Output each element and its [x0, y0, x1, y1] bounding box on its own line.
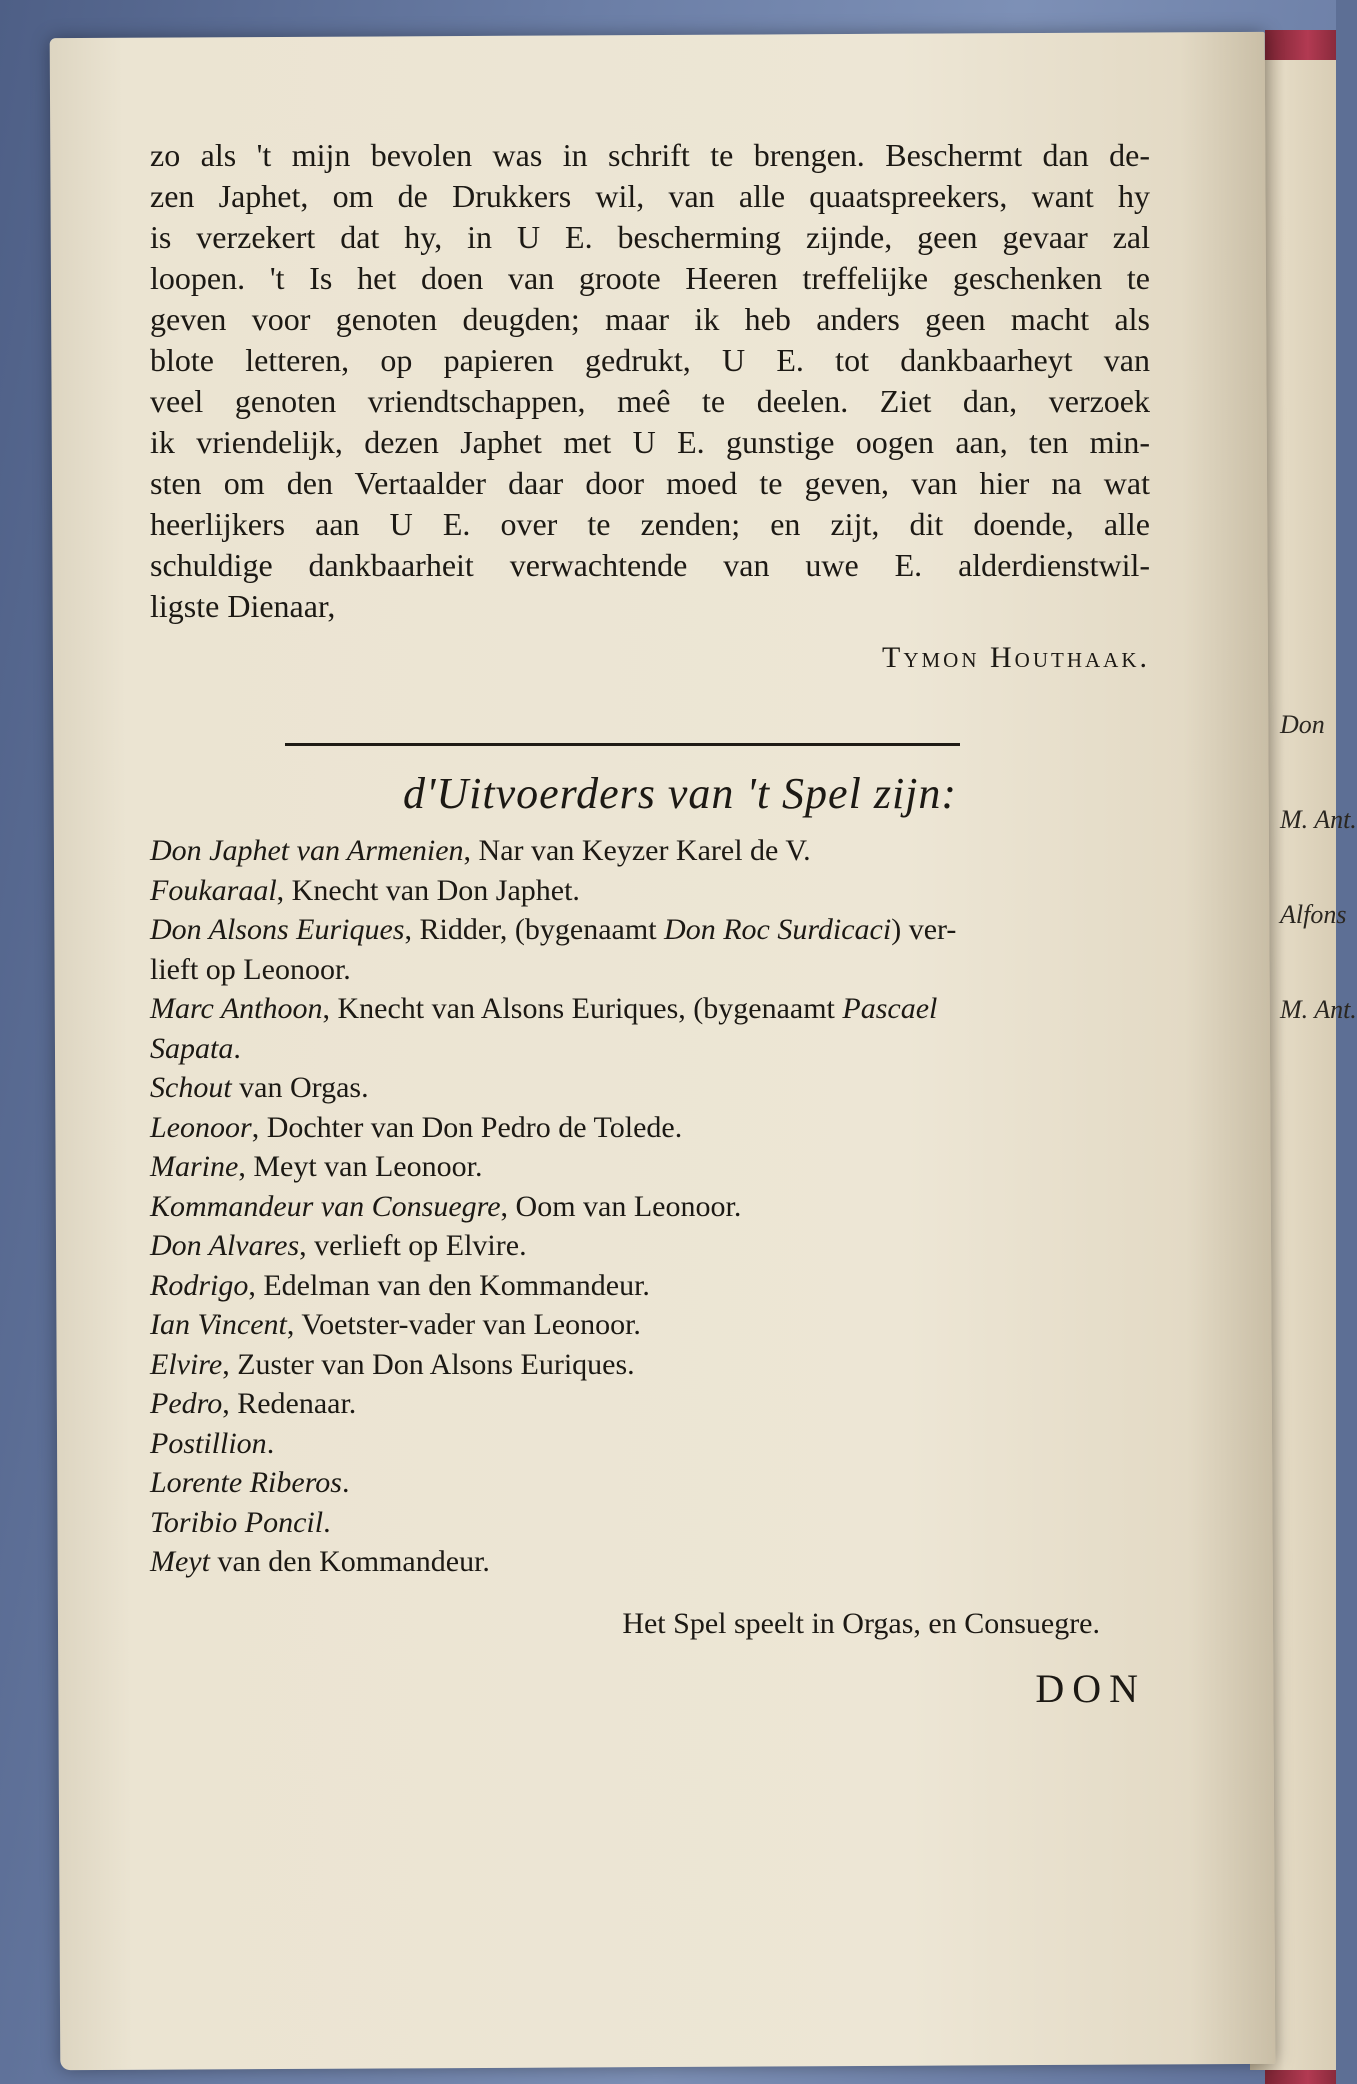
- facing-page-fragment: M. Ant.: [1280, 805, 1357, 834]
- role-description: , Knecht van Don Japhet.: [276, 873, 580, 907]
- dedication-letter: [150, 135, 1150, 627]
- cast-row: [150, 950, 1150, 990]
- facing-page-fragment: M. Ant.: [1280, 995, 1357, 1024]
- role-description: , Ridder, (bygenaamt: [404, 913, 665, 946]
- cast-row: [150, 1503, 1150, 1543]
- cast-row: [150, 1029, 1150, 1069]
- cast-row: [150, 1542, 1150, 1582]
- role-name: Don Alvares: [150, 1229, 300, 1262]
- role-name: Elvire: [150, 1347, 223, 1381]
- signature: Tymon Houthaak.: [882, 641, 1150, 674]
- role-description: van den Kommandeur.: [209, 1545, 490, 1578]
- role-name: Toribio Poncil: [150, 1505, 324, 1539]
- cast-row: [150, 1108, 1150, 1148]
- play-setting: Het Spel speelt in Orgas, en Consuegre.: [622, 1606, 1100, 1640]
- role-name: Foukaraal: [150, 873, 277, 907]
- cast-list: [150, 831, 1150, 1582]
- role-description: .: [266, 1426, 275, 1460]
- cast-row: [150, 1424, 1150, 1464]
- section-divider: [285, 743, 960, 746]
- letter-line: ligste Dienaar,: [150, 588, 336, 624]
- role-name: Marine: [150, 1150, 239, 1183]
- role-name: Schout: [150, 1071, 232, 1104]
- cast-row: [150, 1305, 1150, 1345]
- letter-line: ik vriendelijk, dezen Japhet met U E. gunstige oogen aan, ten min-: [150, 424, 1150, 460]
- letter-line: blote letteren, op papieren gedrukt, U E. tot dankbaarheyt van: [150, 342, 1150, 378]
- letter-line: geven voor genoten deugden; maar ik heb anders geen macht als: [150, 301, 1150, 337]
- role-description: , Voetster-vader van Leonoor.: [286, 1308, 641, 1341]
- page-content: [150, 135, 1150, 1712]
- role-name: Marc Anthoon: [150, 992, 323, 1025]
- role-name: Pascael: [842, 992, 938, 1025]
- role-description: ) ver-: [891, 913, 957, 946]
- cast-row: [150, 1266, 1150, 1306]
- role-description: , verlieft op Elvire.: [299, 1229, 527, 1262]
- role-name: Lorente Riberos: [150, 1466, 342, 1499]
- cast-row: [150, 1345, 1150, 1385]
- role-name: Kommandeur van Consuegre: [150, 1189, 501, 1223]
- role-description: , Zuster van Don Alsons Euriques.: [222, 1347, 635, 1381]
- role-description: .: [323, 1505, 331, 1539]
- role-description: .: [341, 1466, 350, 1499]
- letter-line: heerlijkers aan U E. over te zenden; en zijt, dit doende, alle: [150, 506, 1150, 542]
- role-name: Don Roc Surdicaci: [664, 913, 892, 946]
- role-description: , Edelman van den Kommandeur.: [248, 1268, 650, 1302]
- role-name: Meyt: [150, 1545, 210, 1578]
- role-name: Ian Vincent: [150, 1308, 287, 1341]
- cast-row: [150, 1187, 1150, 1227]
- cast-row: [150, 1226, 1150, 1266]
- role-name: Sapata: [150, 1031, 234, 1065]
- letter-line: veel genoten vriendtschappen, meê te deelen. Ziet dan, verzoek: [150, 383, 1150, 419]
- letter-line: sten om den Vertaalder daar door moed te geven, van hier na wat: [150, 465, 1150, 501]
- role-name: Rodrigo: [150, 1268, 249, 1302]
- facing-page-fragment: Don: [1280, 710, 1325, 739]
- cast-row: [150, 871, 1150, 911]
- role-description: , Meyt van Leonoor.: [238, 1150, 483, 1183]
- role-name: Don Alsons Euriques: [150, 913, 405, 946]
- cast-row: [150, 831, 1150, 871]
- role-name: Postillion: [150, 1426, 267, 1460]
- role-description: van Orgas.: [231, 1071, 369, 1104]
- role-description: , Knecht van Alsons Euriques, (bygenaamt: [322, 992, 843, 1025]
- role-name: Leonoor: [150, 1110, 252, 1144]
- role-name: Don Japhet van Armenien: [150, 834, 464, 867]
- role-description: .: [233, 1031, 241, 1065]
- cast-row: [150, 1068, 1150, 1108]
- role-description: , Dochter van Don Pedro de Tolede.: [251, 1110, 683, 1144]
- role-description: , Redenaar.: [222, 1387, 357, 1420]
- letter-line: schuldige dankbaarheit verwachtende van uwe E. alderdienstwil-: [150, 547, 1150, 583]
- role-description: , Oom van Leonoor.: [500, 1189, 742, 1223]
- cast-row: [150, 989, 1150, 1029]
- cast-heading: d'Uitvoerders van 't Spel zijn:: [402, 769, 958, 818]
- role-description: , Nar van Keyzer Karel de V.: [463, 834, 811, 867]
- facing-page-fragment: Alfons: [1280, 900, 1347, 929]
- cast-row: [150, 1147, 1150, 1187]
- role-name: Pedro: [150, 1387, 223, 1420]
- role-description: lieft op Leonoor.: [150, 952, 351, 986]
- cast-row: [150, 910, 1150, 950]
- letter-line: zen Japhet, om de Drukkers wil, van alle quaatspreekers, want hy: [150, 178, 1150, 214]
- letter-line: loopen. 't Is het doen van groote Heeren treffelijke geschenken te: [150, 260, 1150, 296]
- cast-row: [150, 1384, 1150, 1424]
- letter-line: is verzekert dat hy, in U E. bescherming zijnde, geen gevaar zal: [150, 219, 1150, 255]
- cast-row: [150, 1463, 1150, 1503]
- letter-line: zo als 't mijn bevolen was in schrift te brengen. Beschermt dan de-: [150, 137, 1150, 173]
- catchword: DON: [1035, 1665, 1146, 1711]
